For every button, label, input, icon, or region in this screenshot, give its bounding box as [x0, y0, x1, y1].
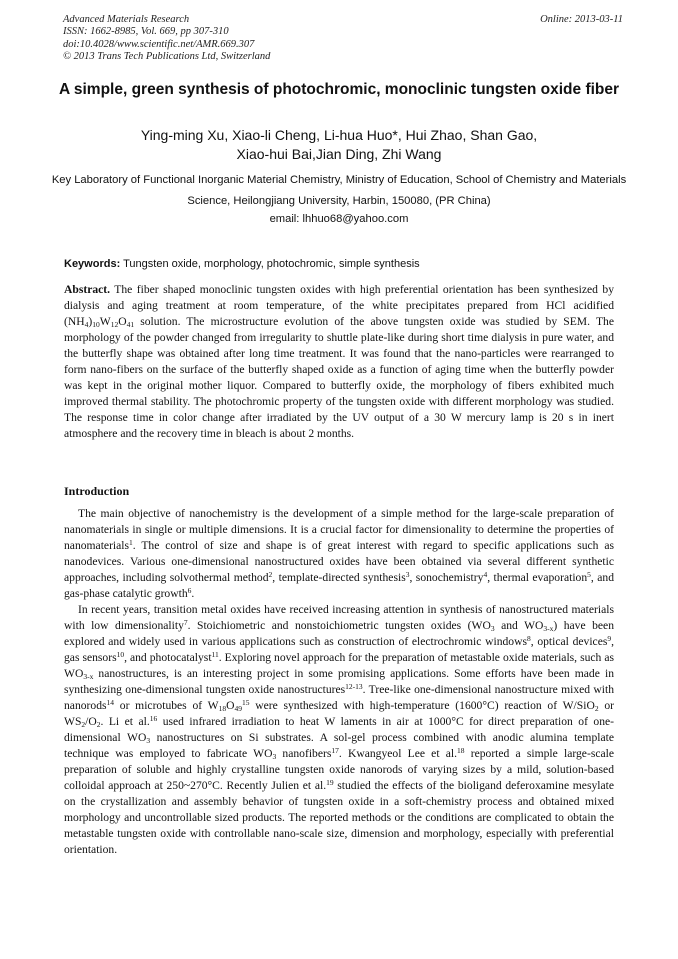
citation: 1 [129, 538, 133, 547]
abstract-label: Abstract. [64, 283, 111, 296]
keywords-list: Tungsten oxide, morphology, photochromic, simple synthesis [120, 258, 420, 270]
paper-title: A simple, green synthesis of photochromic, monoclinic tungsten oxide fiber [58, 81, 620, 98]
citation: 6 [187, 586, 192, 595]
journal-header [63, 14, 623, 64]
citation: 4 [483, 570, 488, 579]
text: . [191, 587, 195, 600]
text: /O [85, 715, 97, 728]
subscript: 3 [272, 752, 277, 761]
text: reported a simple large-scale preparation of soluble and highly crystalline tungsten oxide nanorods of varying sizes by a mild, solution-based colloidal approach at 250~270°C. Recently Julien et al. [64, 747, 614, 792]
text: , gas sensors [64, 635, 615, 664]
subscript: 3-x [543, 624, 554, 633]
subscript: 18 [218, 704, 227, 713]
affiliation: Key Laboratory of Functional Inorganic Material Chemistry, Ministry of Education, School of Chemistry and Materials Science, Heilongjiang University, Harbin, 150080, (PR China) [51, 174, 627, 207]
authors-line-2: Xiao-hui Bai,Jian Ding, Zhi Wang [236, 146, 442, 162]
subscript: 49 [234, 704, 242, 713]
text: , and photocatalyst [124, 651, 212, 664]
citation: 18 [457, 746, 465, 755]
text: O [226, 699, 235, 712]
text: used infrared irradiation to heat W laments in air at 1000°C for direct preparation of one-dimensional WO [64, 715, 614, 744]
text: studied the effects of the bioligand deferoxamine mesylate on the crystallization and assembly behavior of tungsten oxide in a soft-chemistry process and obtained mixed morphology and uncontrollable sized products. The reported methods or the conditions are complicated to obtain the metastable tungsten oxide with controllable nano-scale size, dimension and morphology, especially with preferential orientation. [64, 779, 614, 856]
citation: 19 [326, 778, 334, 787]
subscript: 41 [126, 320, 135, 329]
text: or WS [64, 699, 614, 728]
keywords [64, 257, 614, 271]
journal-doi: doi:10.4028/www.scientific.net/AMR.669.307 [63, 38, 255, 50]
citation: 12-13 [345, 682, 363, 691]
text: ) have been explored and widely used in various applications such as construction of electrochromic windows [64, 619, 614, 648]
intro-paragraph-2 [64, 602, 614, 858]
citation: 15 [241, 698, 250, 707]
subscript: 2 [81, 720, 86, 729]
text: nanofibers [276, 747, 332, 760]
citation: 7 [183, 618, 188, 627]
subscript: 10 [92, 320, 100, 329]
authors-line-1: Ying-ming Xu, Xiao-li Cheng, Li-hua Huo*, Hui Zhao, Shan Gao, [140, 127, 538, 143]
journal-issn: ISSN: 1662-8985, Vol. 669, pp 307-310 [63, 26, 229, 38]
citation: 16 [149, 714, 158, 723]
text: . The control of size and shape is of great interest with regard to specific applications such as nanodevices. Various one-dimensional nanostructured oxides have been obtained via several different synthetic approaches, including solvothermal method [64, 539, 614, 584]
journal-copyright: © 2013 Trans Tech Publications Ltd, Switzerland [63, 51, 271, 63]
text: and WO [494, 619, 544, 632]
text: were synthesized with high-temperature (1600°C) reaction of W/SiO [249, 699, 595, 712]
subscript: 2 [96, 720, 101, 729]
author-list [50, 126, 628, 164]
citation: 11 [211, 650, 219, 659]
text: , thermal evaporation [487, 571, 588, 584]
subscript: 3 [490, 624, 495, 633]
online-date: Online: 2013-03-11 [540, 14, 623, 25]
text: . Tree-like one-dimensional nanostructure mixed with nanorods [64, 683, 614, 712]
abstract-text: solution. The microstructure evolution of the above tungsten oxide was studied by SEM. The morphology of the powder changed from irregularity to shuttle plate-like during short time dialysis in pure water, and the butterfly shape was obtained after long time treatment. It was found that the nano-particles were rearranged to form nano-fibers on the surface of the butterfly shaped oxide as a function of aging time when the butterfly powder was kept in the original mother liquor. Compared to butterfly oxide, the morphology of fibers exhibited much improved thermal stability. The photochromic property of the tungsten oxide with different morphology was studied. The response time in color change after irradiated by the UV output of a 30 W mercury lamp is 20 s in inert atmosphere and the recovery time in bleach is about 2 months. [64, 315, 614, 440]
section-heading-introduction: Introduction [64, 484, 130, 498]
subscript: 3 [146, 736, 151, 745]
citation: 17 [331, 746, 339, 755]
citation: 14 [106, 698, 115, 707]
text: , optical devices [530, 635, 608, 648]
subscript: 2 [594, 704, 599, 713]
keywords-label: Keywords: [64, 258, 121, 270]
text: . Kwangyeol Lee et al. [338, 747, 458, 760]
text: nanostructures on Si substrates. A sol-gel process combined with anodic alumina template technique was employed to fabricate WO [64, 731, 614, 760]
subscript: 3-x [83, 672, 94, 681]
citation: 3 [405, 570, 410, 579]
text: , template-directed synthesis [272, 571, 406, 584]
citation: 2 [268, 570, 273, 579]
citation: 8 [526, 634, 531, 643]
author-email: email: lhhuo68@yahoo.com [269, 213, 409, 225]
citation: 10 [116, 650, 125, 659]
text: or microtubes of W [114, 699, 219, 712]
text: . Li et al. [100, 715, 150, 728]
introduction-body [64, 506, 614, 858]
abstract-text: W [99, 315, 111, 328]
text: The main objective of nanochemistry is the development of a simple method for the large-scale preparation of nanomaterials in single or multiple dimensions. It is a crucial factor for dimensionality to determine the properties of nanomaterials [64, 507, 614, 552]
citation: 9 [607, 634, 612, 643]
abstract [64, 282, 614, 442]
subscript: 12 [110, 320, 119, 329]
text: , sonochemistry [409, 571, 484, 584]
citation: 5 [587, 570, 591, 579]
abstract-text: ) [88, 315, 93, 328]
abstract-text: The fiber shaped monoclinic tungsten oxides with high preferential orientation has been synthesized by dialysis and aging treatment at room temperature, of the white precipitates prepared from HCl acidified (NH [64, 283, 614, 328]
text: . Stoichiometric and nonstoichiometric tungsten oxides (WO [187, 619, 491, 632]
text: nanostructures, is an interesting project in some promising applications. Some efforts have been made in synthesizing one-dimensional tungsten oxide nanostructures [64, 667, 614, 696]
text: In recent years, transition metal oxides have received increasing attention in synthesis of nanostructured materials with low dimensionality [64, 603, 614, 632]
text: , and gas-phase catalytic growth [64, 571, 614, 600]
subscript: 4 [84, 320, 89, 329]
intro-paragraph-1 [64, 506, 614, 602]
abstract-text: O [118, 315, 127, 328]
journal-name: Advanced Materials Research [63, 14, 190, 25]
text: . Exploring novel approach for the preparation of metastable oxide materials, such as WO [64, 651, 614, 680]
